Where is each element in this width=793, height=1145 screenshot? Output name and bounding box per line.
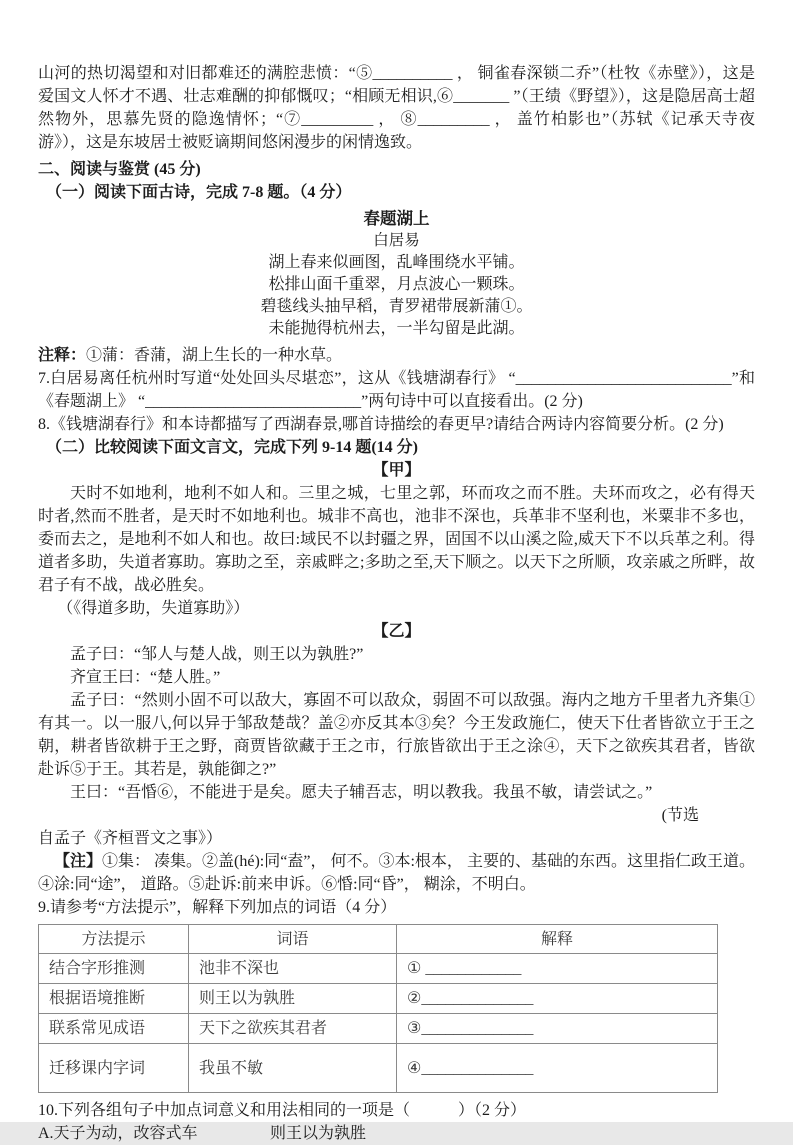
question-10: 10.下列各组句子中加点词意义和用法相同的一项是（ ）（2 分） bbox=[38, 1102, 527, 1119]
cell-word: 池非不深也 bbox=[189, 954, 397, 984]
poem-note bbox=[38, 344, 755, 367]
option-a-left: A.天子为动，改容式车 bbox=[38, 1125, 198, 1142]
option-a-right: 则王以为孰胜 bbox=[270, 1125, 367, 1142]
yi-source-part2: 自孟子《齐桓晋文之事》） bbox=[38, 830, 223, 847]
cell-word: 则王以为孰胜 bbox=[189, 984, 397, 1014]
jia-label: 【甲】 bbox=[372, 462, 421, 479]
cell-word: 天下之欲疾其君者 bbox=[189, 1014, 397, 1044]
cell-method: 联系常见成语 bbox=[39, 1014, 189, 1044]
cell-explain-blank: ③______________ bbox=[397, 1014, 718, 1044]
cell-explain-blank: ④______________ bbox=[397, 1044, 718, 1093]
jia-text: 天时不如地利，地利不如人和。三里之城，七里之郭，环而攻之而不胜。夫环而攻之，必有得天时者,然而不胜者，是天时不如地利也。城非不高也，池非不深也，兵革非不坚利也，米粟非不多也，委而去之，是地利不如人和也。故曰:域民不以封疆之界，固国不以山溪之险,威天下不以兵革之利。得道者多助，失道者寡助。寡助之至，亲戚畔之;多助之至,天下顺之。以天下之所顺，攻亲戚之所畔，故君子有不战，战必胜矣。 bbox=[38, 485, 755, 594]
footnotes-text: ①集： 凑集。②盖(hé):同“盍”， 何不。③本:根本， 主要的、基础的东西。这里指仁政王道。④涂:同“途”， 道路。⑤赴诉:前来申诉。⑥惛:同“昏”， 糊涂，不明白。 bbox=[38, 853, 755, 893]
cell-word: 我虽不敏 bbox=[189, 1044, 397, 1093]
option-a bbox=[38, 1122, 755, 1145]
cell-method: 迁移课内字词 bbox=[39, 1044, 189, 1093]
cell-explain-blank: ②______________ bbox=[397, 984, 718, 1014]
yi-paragraph-4: 王曰：“吾惛⑥，不能进于是矣。愿夫子辅吾志，明以教我。我虽不敏，请尝试之。” bbox=[70, 784, 653, 801]
yi-label: 【乙】 bbox=[372, 623, 421, 640]
question-7: 7.白居易离任杭州时写道“处处回头尽堪恋”，这从《钱塘湖春行》 “___________________________”和《春题湖上》 “___________________________”两句诗中可以直接看出。(2 分) bbox=[38, 370, 755, 410]
yi-paragraph-2: 齐宣王曰：“楚人胜。” bbox=[70, 669, 221, 686]
poem-author: 白居易 bbox=[373, 232, 420, 249]
question-9: 9.请参考“方法提示”，解释下列加点的词语（4 分） bbox=[38, 899, 397, 916]
yi-paragraph-1: 孟子曰：“邹人与楚人战，则王以为孰胜?” bbox=[70, 646, 364, 663]
yi-source-part1: (节选 bbox=[661, 807, 699, 824]
poem-block bbox=[38, 208, 755, 340]
cell-explain-blank: ① ____________ bbox=[397, 954, 718, 984]
table-header-method: 方法提示 bbox=[39, 925, 189, 954]
table-row bbox=[39, 1014, 718, 1044]
poem-note-label: 注释： bbox=[38, 347, 87, 364]
section2-heading: 二、阅读与鉴赏 (45 分) bbox=[38, 161, 201, 178]
poem-title: 春题湖上 bbox=[363, 209, 430, 228]
yi-paragraph-3: 孟子曰：“然则小固不可以敌大，寡固不可以敌众，弱固不可以敌强。海内之地方千里者九齐集①有其一。以一服八,何以异于邹敌楚哉？盖②亦反其本③矣？今王发政施仁，使天下仕者皆欲立于王之朝，耕者皆欲耕于王之野，商贾皆欲藏于王之市，行旅皆欲出于王之涂④，天下之欲疾其君者，皆欲赴诉⑤于王。其若是，孰能御之?” bbox=[38, 692, 755, 778]
table-header-row bbox=[39, 925, 718, 954]
poem-note-text: ①蒲：香蒲，湖上生长的一种水草。 bbox=[86, 347, 343, 364]
part2-heading: （二）比较阅读下面文言文，完成下列 9-14 题(14 分) bbox=[46, 439, 418, 456]
cell-method: 根据语境推断 bbox=[39, 984, 189, 1014]
poem-line: 松排山面千重翠，月点波心一颗珠。 bbox=[268, 276, 525, 293]
footnotes-label: 【注】 bbox=[54, 853, 103, 870]
part1-heading: （一）阅读下面古诗，完成 7-8 题。（4 分） bbox=[46, 184, 352, 201]
table-header-word: 词语 bbox=[189, 925, 397, 954]
table-row bbox=[39, 954, 718, 984]
table-row bbox=[39, 1044, 718, 1093]
poem-line: 湖上春来似画图，乱峰围绕水平铺。 bbox=[268, 254, 525, 271]
poem-line: 未能抛得杭州去，一半勾留是此湖。 bbox=[268, 320, 525, 337]
poem-line: 碧毯线头抽早稻，青罗裙带展新蒲①。 bbox=[260, 298, 533, 315]
footnotes bbox=[38, 850, 755, 896]
jia-source: （《得道多助，失道寡助》） bbox=[57, 600, 250, 617]
intro-paragraph: 山河的热切渴望和对旧都难还的满腔悲愤：“⑤__________ ， 铜雀春深锁二乔”（杜牧《赤壁》），这是爱国文人怀才不遇、壮志难酬的抑郁慨叹；“相顾无相识,⑥_______ ”（王绩《野望》），这是隐居高士超然物外，思慕先贤的隐逸情怀；“⑦_________ ， ⑧_________ ， 盖竹柏影也”（苏轼《记承天寺夜游》），这是东坡居士被贬谪期间悠闲漫步的闲情逸致。 bbox=[38, 65, 755, 151]
table-header-explain: 解释 bbox=[397, 925, 718, 954]
methods-table bbox=[38, 924, 718, 1093]
question-8: 8.《钱塘湖春行》和本诗都描写了西湖春景,哪首诗描绘的春更早?请结合两诗内容简要分析。(2 分) bbox=[38, 416, 724, 433]
table-row bbox=[39, 984, 718, 1014]
cell-method: 结合字形推测 bbox=[39, 954, 189, 984]
